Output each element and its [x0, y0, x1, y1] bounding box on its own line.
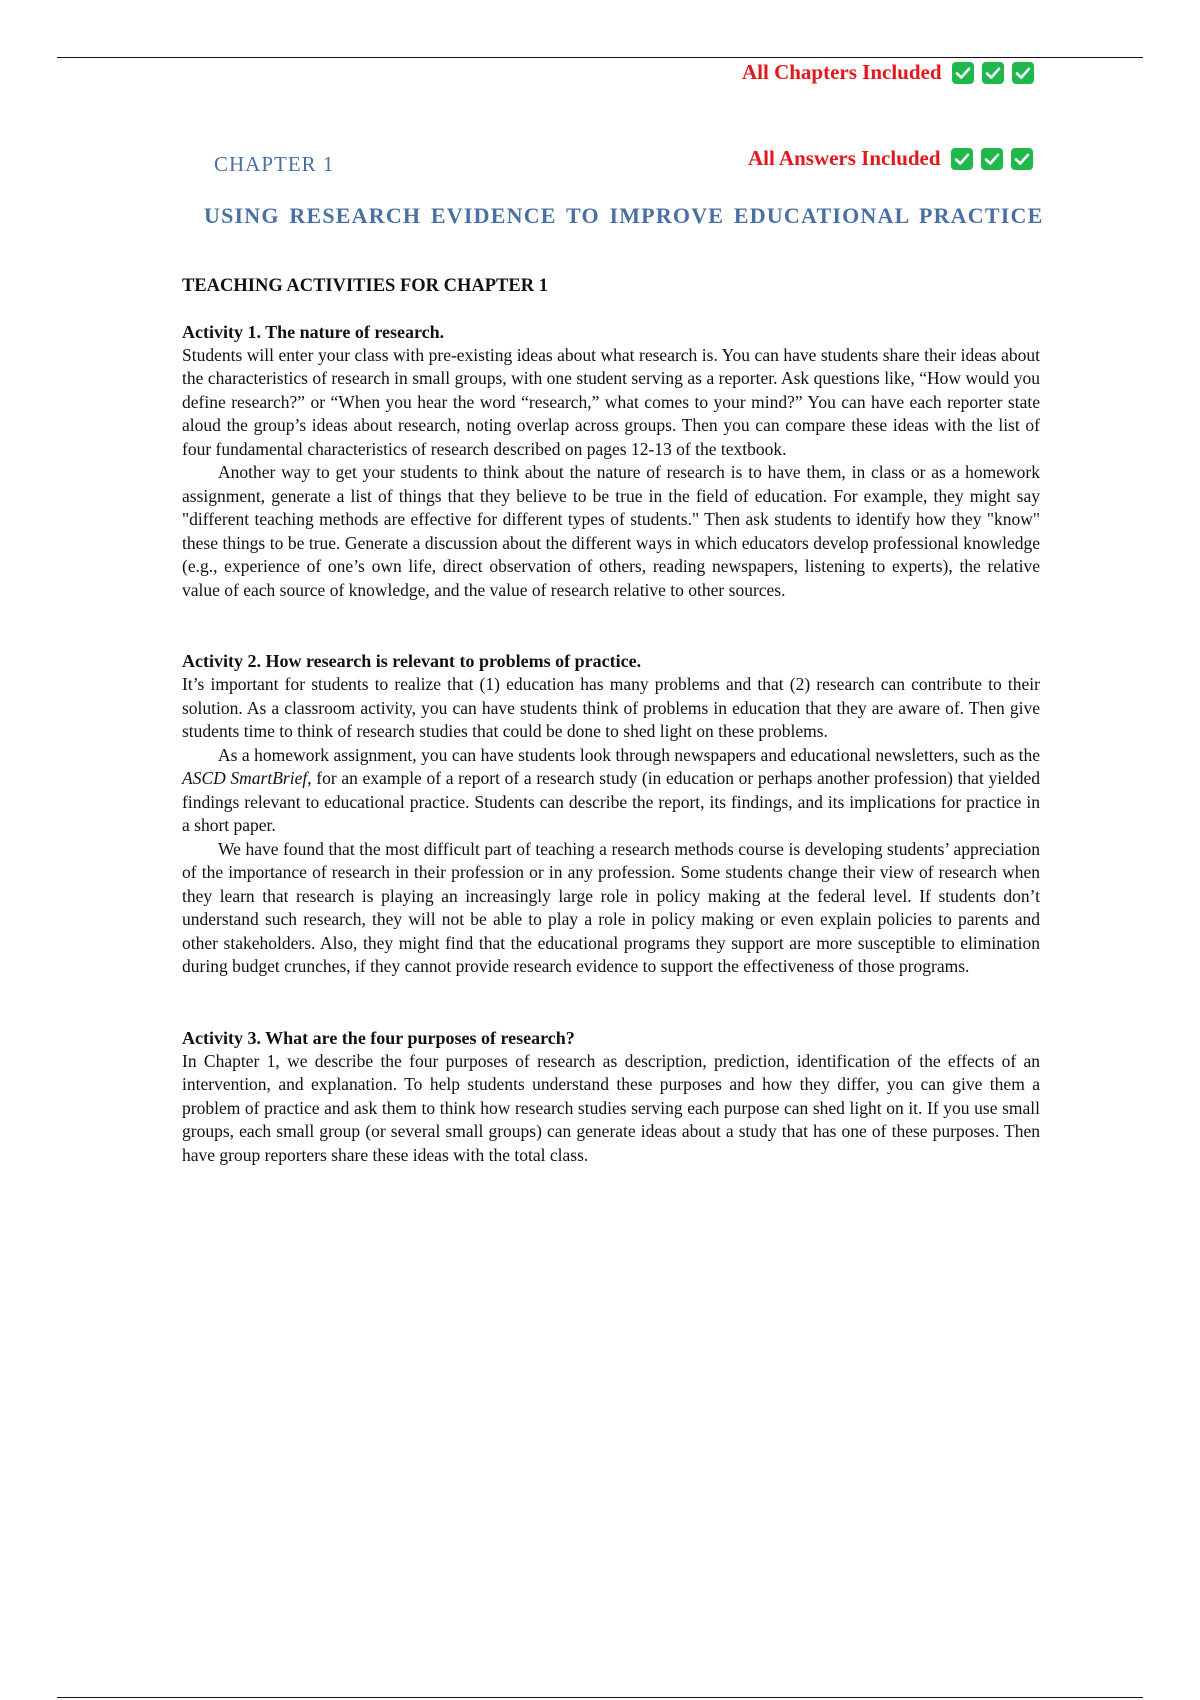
- activity-paragraph: As a homework assignment, you can have students look through newspapers and educational newsletters, such as the ASCD SmartBrief, for an example of a report of a research study (in education or perhaps another profession) that yielded findings relevant to educational practice. Students can describe the report, its findings, and its implications for practice in a short paper.: [182, 744, 1040, 835]
- newsletter-name: ASCD SmartBrief: [182, 768, 308, 788]
- activity-paragraph: In Chapter 1, we describe the four purposes of research as description, prediction, identification of the effects of an intervention, and explanation. To help students understand these purposes and how they differ, you can give them a problem of practice and ask them to think how research studies serving each purpose can shed light on it. If you use small groups, each small group (or several small groups) can generate ideas about a study that has one of these purposes. Then have group reporters share these ideas with the total class.: [182, 1050, 1040, 1165]
- top-rule: [57, 57, 1143, 58]
- checkmark-icon: [951, 148, 973, 170]
- promo-all-answers: [748, 146, 1041, 171]
- activity-1: [182, 320, 1040, 603]
- bottom-rule: [57, 1697, 1143, 1698]
- activity-paragraph: Another way to get your students to think about the nature of research is to have them, in class or as a homework assignment, generate a list of things that they believe to be true in the field of education. For example, they might say "different teaching methods are effective for different types of students." Then ask students to identify how they "know" these things to be true. Generate a discussion about the different ways in which educators develop professional knowledge (e.g., experience of one’s own life, direct observation of others, reading newspapers, listening to experts), the relative value of each source of knowledge, and the value of research relative to other sources.: [182, 462, 1040, 600]
- activity-paragraph: We have found that the most difficult part of teaching a research methods course is developing students’ appreciation of the importance of research in their profession or in any profession. Some students change their view of research when they learn that research is playing an increasingly large role in policy making at the federal level. If students don’t understand such research, they will not be able to play a role in policy making or even explain policies to parents and other stakeholders. Also, they might find that the educational programs they support are more susceptible to elimination during budget crunches, if they cannot provide research evidence to support the effectiveness of those programs.: [182, 838, 1040, 976]
- activity-3: [182, 1026, 1040, 1168]
- activity-title: Activity 1. The nature of research.: [182, 321, 445, 342]
- document-body: [182, 275, 1040, 1167]
- activity-title: Activity 3. What are the four purposes of research?: [182, 1027, 575, 1048]
- promo-all-chapters: [742, 60, 1042, 85]
- promo-answers-label: All Answers Included: [748, 146, 941, 170]
- checkmark-icon: [981, 148, 1003, 170]
- activity-2: [182, 649, 1040, 979]
- checkmark-icon: [1012, 62, 1034, 84]
- chapter-title: USING RESEARCH EVIDENCE TO IMPROVE EDUCATIONAL PRACTICE: [204, 203, 1044, 228]
- checkmark-icon: [952, 62, 974, 84]
- checkmark-icon: [1011, 148, 1033, 170]
- activity-paragraph: It’s important for students to realize that (1) education has many problems and that (2) research can contribute to their solution. As a classroom activity, you can have students think of problems in education that they are aware of. Then give students time to think of research studies that could be done to shed light on these problems.: [182, 674, 1040, 741]
- activity-paragraph: Students will enter your class with pre-existing ideas about what research is. You can have students share their ideas about the characteristics of research in small groups, with one student serving as a reporter. Ask questions like, “How would you define research?” or “When you hear the word “research,” what comes to your mind?” You can have each reporter state aloud the group’s ideas about research, noting overlap across groups. Then you can compare these ideas with the list of four fundamental characteristics of research described on pages 12-13 of the textbook.: [182, 344, 1040, 459]
- chapter-label: CHAPTER 1: [214, 152, 335, 176]
- section-heading: TEACHING ACTIVITIES FOR CHAPTER 1: [182, 276, 548, 296]
- activity-title: Activity 2. How research is relevant to problems of practice.: [182, 651, 642, 671]
- checkmark-icon: [982, 62, 1004, 84]
- promo-chapters-label: All Chapters Included: [742, 60, 942, 84]
